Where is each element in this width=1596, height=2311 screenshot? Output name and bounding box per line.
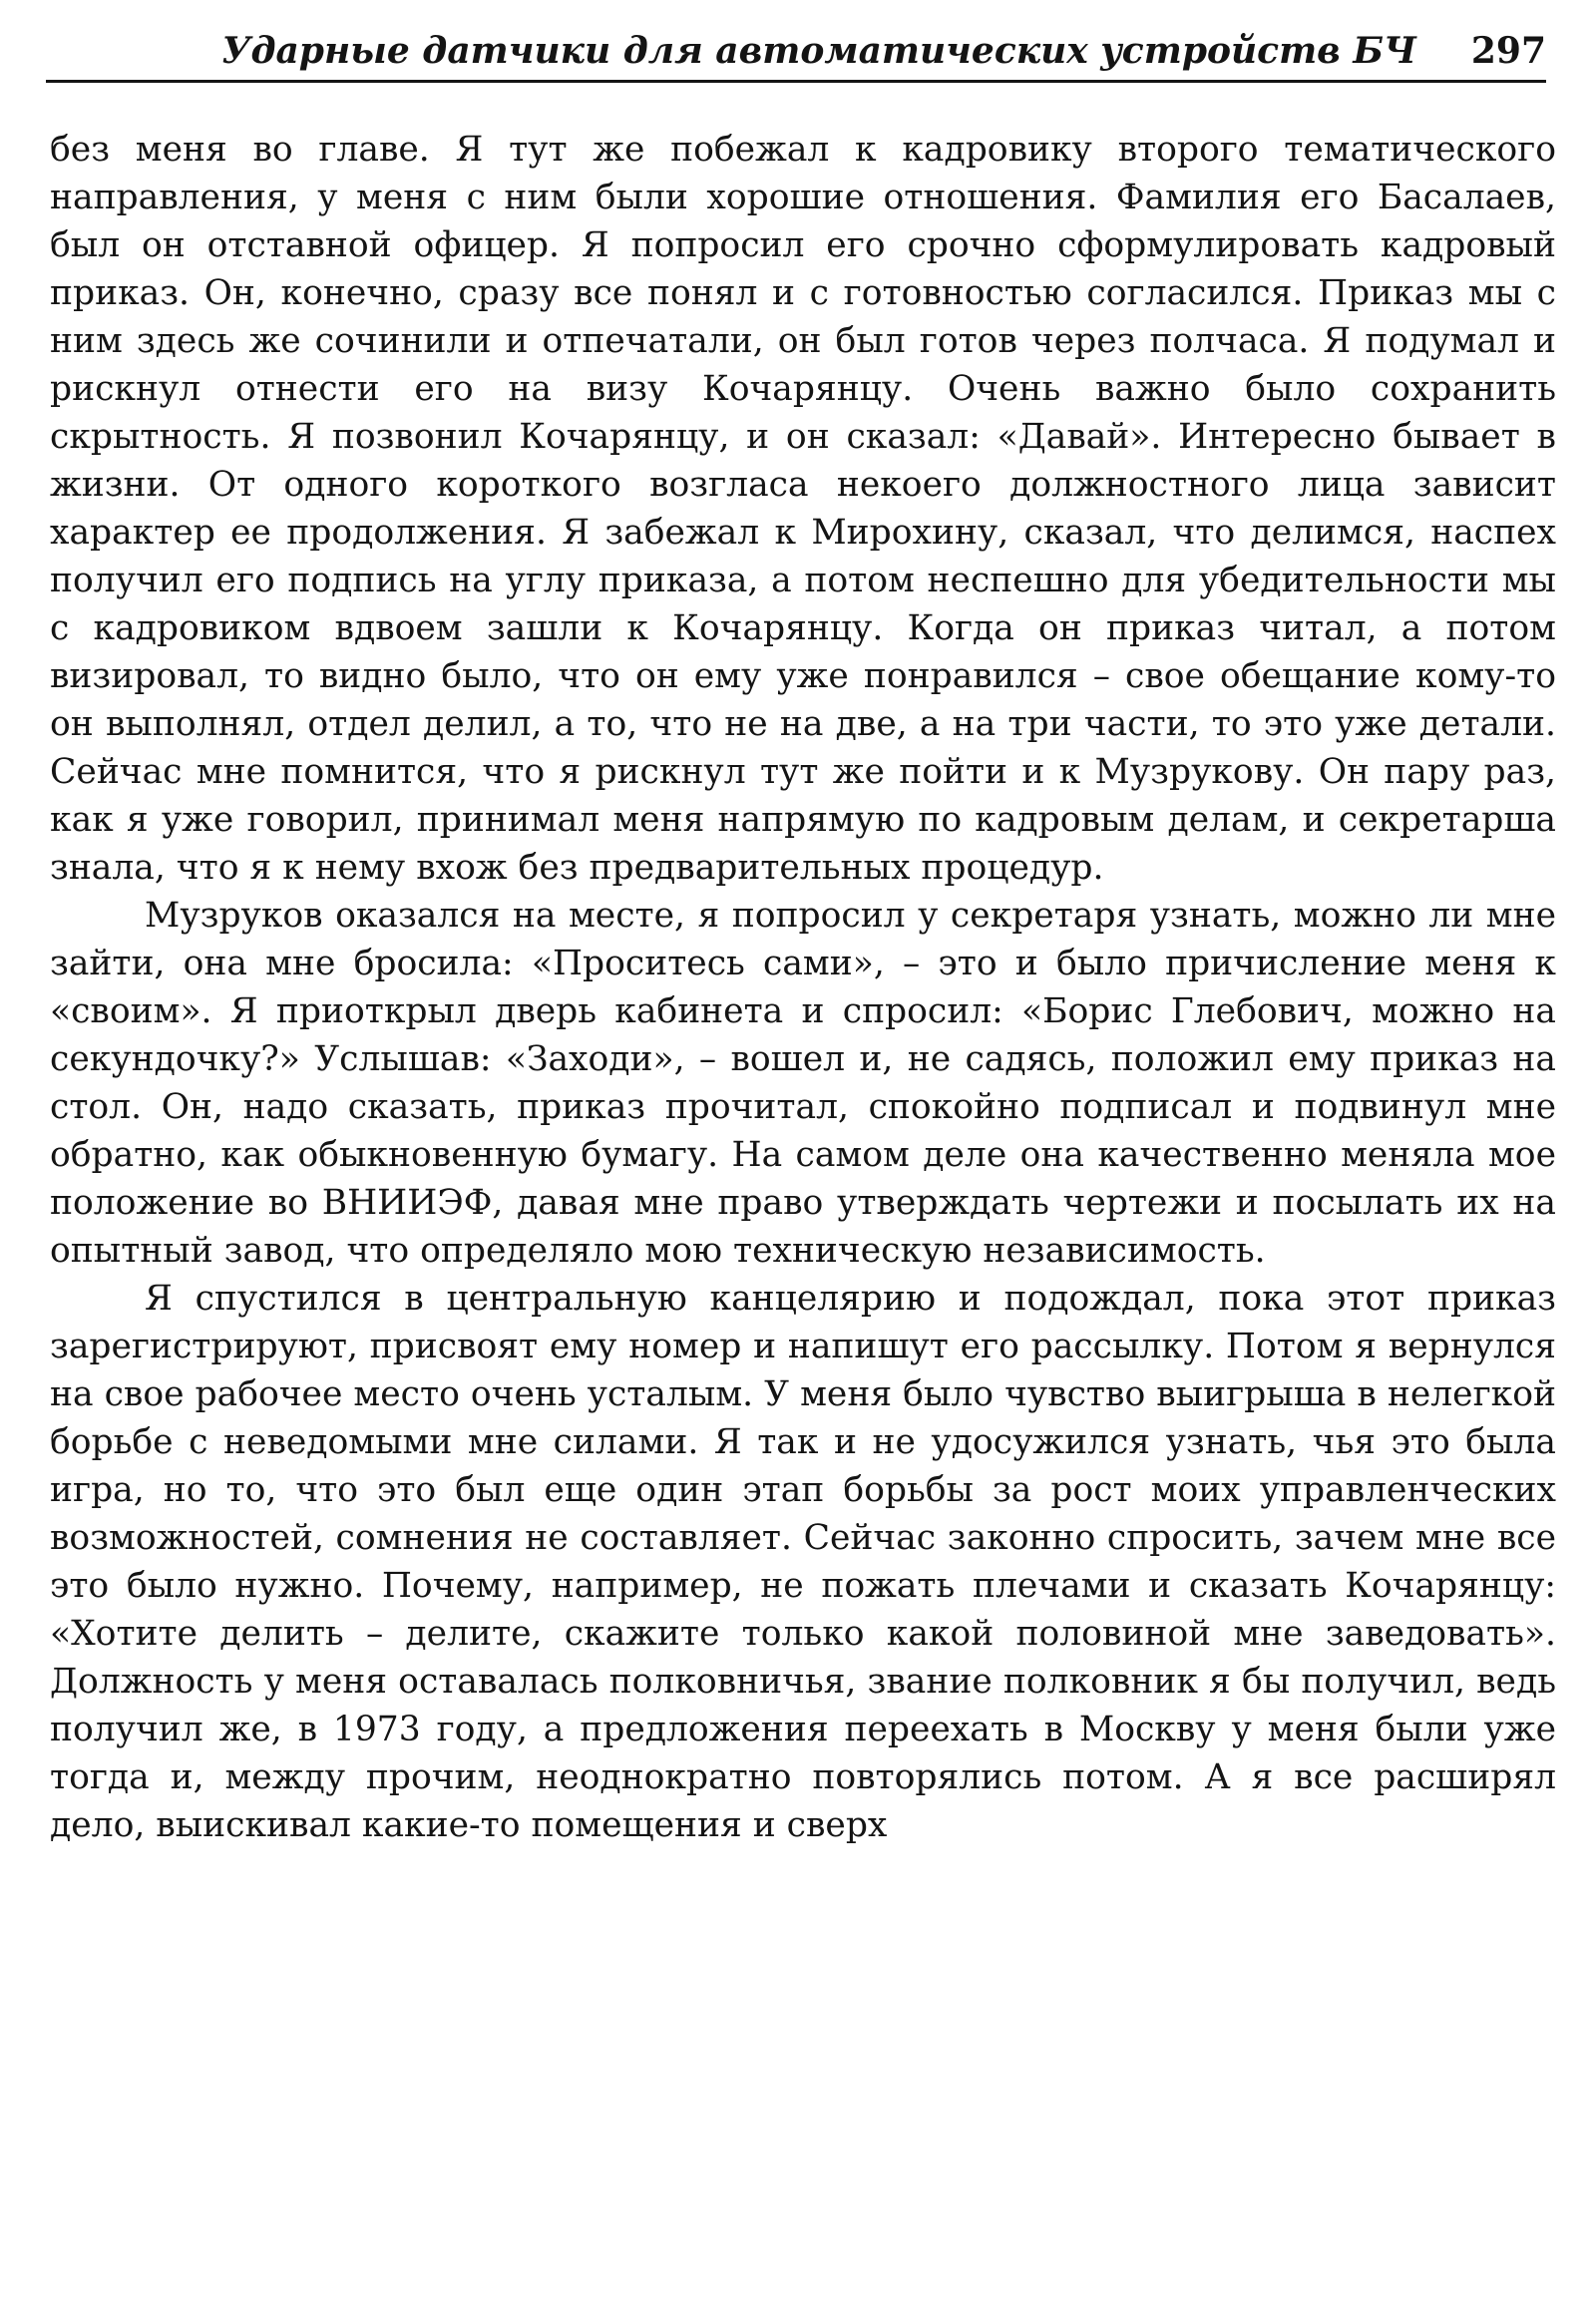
paragraph: Я спустился в центральную канцелярию и подождал, пока этот приказ зарегистрируют, присвоят ему номер и напишут его рассылку. Потом я вернулся на свое рабочее место очень усталым. У меня было чувство выигрыша в нелегкой борьбе с неведомыми мне силами. Я так и не удосужился узнать, чья это была игра, но то, что это был еще один этап борьбы за рост моих управленческих возможностей, сомнения не составляет. Сейчас законно спросить, зачем мне все это было нужно. Почему, например, не пожать плечами и сказать Кочарянцу: «Хотите делить – делите, скажите только какой половиной мне заведовать». Должность у меня оставалась полковничья, звание полковник я бы получил, ведь получил же, в 1973 году, а предложения переехать в Москву у меня были уже тогда и, между прочим, неоднократно повторялись потом. А я все расширял дело, выискивал какие-то помещения и сверх xyxy=(50,1279,1556,1845)
page-number: 297 xyxy=(1470,30,1546,72)
running-title: Ударные датчики для автоматических устройств БЧ xyxy=(221,30,1416,72)
paragraph-continued: без меня во главе. Я тут же побежал к кадровику второго тематического направления, у меня с ним были хорошие отношения. Фамилия его Басалаев, был он отставной офицер. Я попросил его срочно сформулировать кадровый приказ. Он, конечно, сразу все понял и с готовностью согласился. Приказ мы с ним здесь же сочинили и отпечатали, он был готов через полчаса. Я подумал и рискнул отнести его на визу Кочарянцу. Очень важно было сохранить скрытность. Я позвонил Кочарянцу, и он сказал: «Давай». Интересно бывает в жизни. От одного короткого возгласа некоего должностного лица зависит характер ее продолжения. Я забежал к Мирохину, сказал, что делимся, наспех получил его подпись на углу приказа, а потом неспешно для убедительности мы с кадровиком вдвоем зашли к Кочарянцу. Когда он приказ читал, а потом визировал, то видно было, что он ему уже понравился – свое обещание кому-то он выполнял, отдел делил, а то, что не на две, а на три части, то это уже детали. Сейчас мне помнится, что я рискнул тут же пойти и к Музрукову. Он пару раз, как я уже говорил, принимал меня напрямую по кадровым делам, и секретарша знала, что я к нему вхож без предварительных процедур. xyxy=(50,130,1556,888)
paragraph: Музруков оказался на месте, я попросил у секретаря узнать, можно ли мне зайти, она мне бросила: «Проситесь сами», – это и было причисление меня к «своим». Я приоткрыл дверь кабинета и спросил: «Борис Глебович, можно на секундочку?» Услышав: «Заходи», – вошел и, не садясь, положил ему приказ на стол. Он, надо сказать, приказ прочитал, спокойно подписал и подвинул мне обратно, как обыкновенную бумагу. На самом деле она качественно меняла мое положение во ВНИИЭФ, давая мне право утверждать чертежи и посылать их на опытный завод, что определяло мою техническую независимость. xyxy=(50,896,1556,1271)
header-rule xyxy=(46,80,1546,83)
running-header xyxy=(46,20,1546,80)
body-text xyxy=(50,126,1556,1849)
